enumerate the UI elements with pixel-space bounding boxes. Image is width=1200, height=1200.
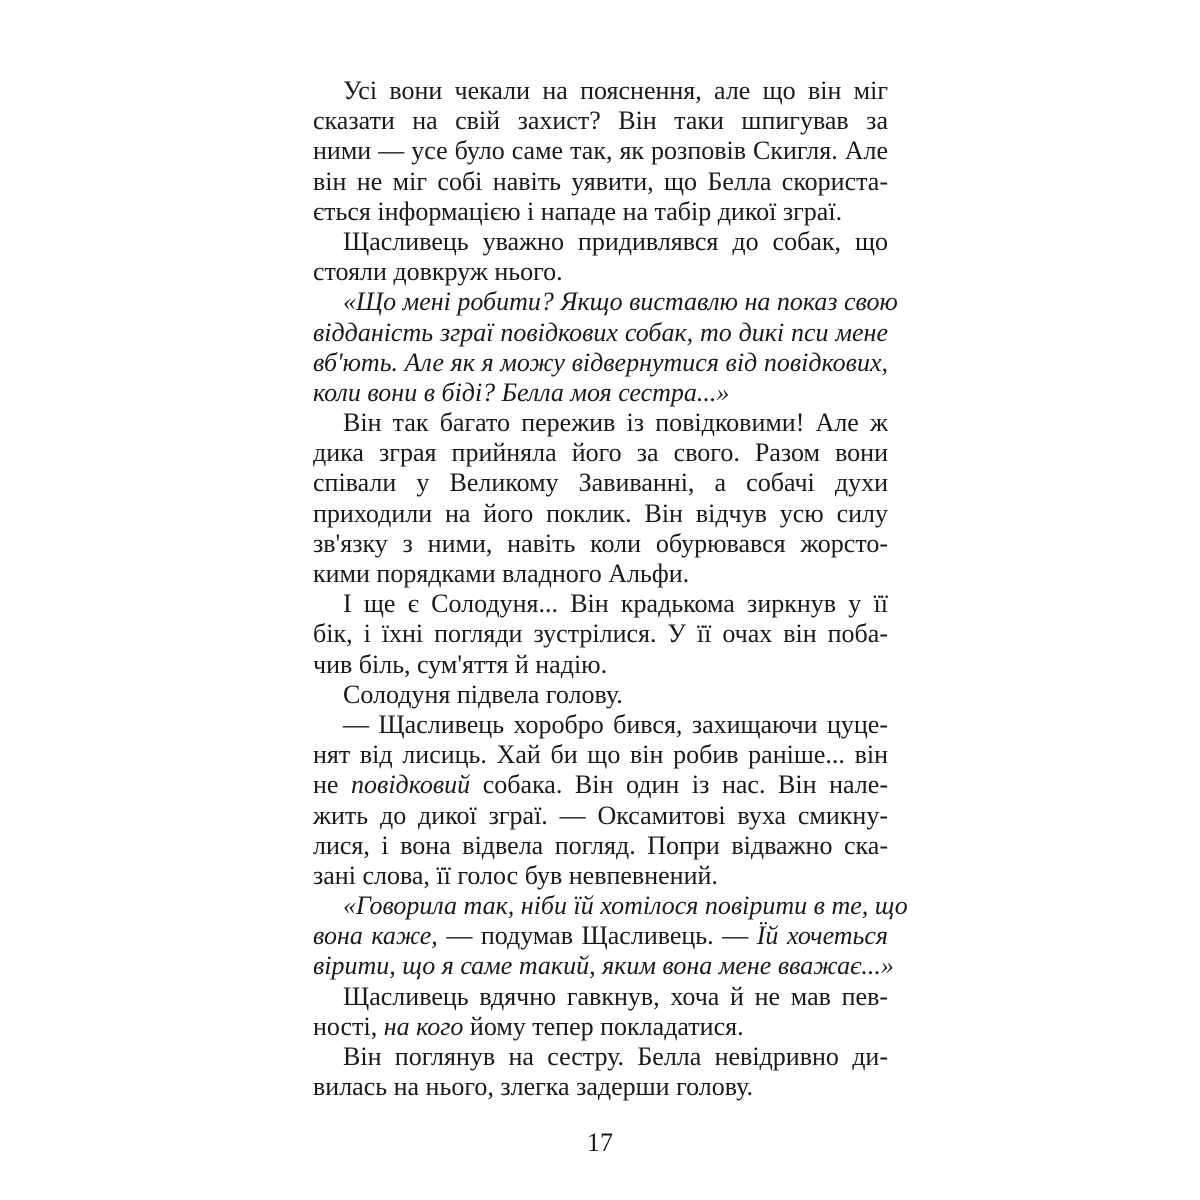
text-line (313, 619, 888, 649)
text-segment: лися, і вона відвела погляд. Попри відважно ска- (313, 830, 888, 860)
text-segment: ється інформацією і нападе на табір дикої зграї. (313, 196, 843, 226)
text-segment: стояли довкруж нього. (313, 257, 563, 287)
text-segment: вилась на нього, злегка задерши голову. (313, 1072, 754, 1102)
text-segment: бік, і їхні погляди зустрілися. У її очах він поба- (313, 619, 888, 649)
text-line (313, 982, 888, 1012)
text-line (313, 559, 888, 589)
text-line (313, 197, 888, 227)
italic-text-segment: Їй хочеться (756, 921, 888, 951)
text-segment: зані слова, її голос був невпевнений. (313, 860, 718, 890)
italic-text-segment: відданість зграї повідкових собак, то дикі пси мене (313, 317, 888, 347)
text-line (313, 408, 888, 438)
text-segment: ними — усе було саме так, як розповів Скигля. Але (313, 136, 888, 166)
text-line (313, 680, 888, 710)
text-line (313, 468, 888, 498)
text-line (313, 167, 888, 197)
text-line (313, 589, 888, 619)
text-line (313, 801, 888, 831)
text-line (313, 227, 888, 257)
text-line (313, 318, 888, 348)
text-line (313, 861, 888, 891)
text-line (313, 499, 888, 529)
text-segment: нят від лисиць. Хай би що він робив раніше... він (313, 740, 888, 770)
text-line (313, 1042, 888, 1072)
text-segment: сказати на свій захист? Він таки шпигував за (313, 106, 888, 136)
text-line (313, 348, 888, 378)
text-line (313, 136, 888, 166)
italic-text-segment: на кого (383, 1011, 464, 1041)
text-line (313, 1012, 888, 1042)
italic-text-segment: «Що мені робити? Якщо виставлю на показ свою (343, 287, 898, 317)
text-line (313, 951, 894, 981)
text-segment: Він поглянув на сестру. Белла невідривно ди- (343, 1042, 888, 1071)
text-segment: йому тепер покладатися. (463, 1011, 744, 1041)
text-line (313, 921, 888, 951)
italic-text-segment: «Говорила так, ніби їй хотілося повірити в те, що (343, 891, 908, 921)
text-segment: співали у Великому Завиванні, а собачі духи (313, 468, 888, 498)
text-segment: собака. Він один із нас. Він нале- (470, 770, 888, 800)
text-segment: Щасливець вдячно гавкнув, хоча й не мав пев- (343, 981, 888, 1011)
text-segment: жить до дикої зграї. — Оксамитові вуха смикну- (313, 800, 888, 830)
text-segment: І ще є Солодуня... Він крадькома зиркнув у її (343, 589, 888, 619)
text-segment: — подумав Щасливець. — (437, 921, 757, 951)
text-segment: Усі вони чекали на пояснення, але що він міг (343, 76, 888, 105)
text-line (313, 650, 888, 680)
text-line (313, 257, 888, 287)
text-segment: зв'язку з ними, навіть коли обурювався жорсто- (313, 528, 888, 558)
italic-text-segment: вона каже, (313, 921, 438, 951)
italic-text-segment: коли вони в біді? Белла моя сестра...» (313, 377, 730, 407)
italic-text-segment: вірити, що я саме такий, яким вона мене вважає...» (313, 951, 894, 981)
text-segment: не (313, 770, 352, 800)
text-line (313, 106, 888, 136)
text-segment: Щасливець уважно придивлявся до собак, що (343, 226, 888, 256)
text-line (313, 438, 888, 468)
text-segment: Солодуня підвела голову. (343, 679, 623, 709)
text-line (313, 891, 908, 921)
text-line (313, 1072, 888, 1102)
text-line (313, 831, 888, 861)
text-line (313, 740, 888, 770)
text-segment: Він так багато пережив із повідковими! Але ж (343, 408, 888, 438)
page-text (313, 76, 908, 1102)
text-segment: він не міг собі навіть уявити, що Белла скориста- (313, 166, 888, 196)
text-line (313, 287, 898, 317)
page-number: 17 (587, 1128, 613, 1157)
text-segment: дика зграя прийняла його за свого. Разом вони (313, 438, 888, 468)
text-segment: кими порядками владного Альфи. (313, 559, 690, 588)
text-line (313, 770, 888, 800)
text-line (313, 76, 888, 106)
text-segment: приходили на його поклик. Він відчув усю силу (313, 498, 888, 528)
text-line (313, 378, 888, 408)
text-segment: ності, (313, 1011, 384, 1041)
italic-text-segment: повідковий (351, 770, 471, 800)
text-line (313, 529, 888, 559)
text-segment: — Щасливець хоробро бився, захищаючи цуце- (343, 709, 888, 739)
text-line (313, 710, 888, 740)
text-segment: чив біль, сум'яття й надію. (313, 649, 608, 679)
italic-text-segment: вб'ють. Але як я можу відвернутися від повідкових, (313, 347, 888, 377)
